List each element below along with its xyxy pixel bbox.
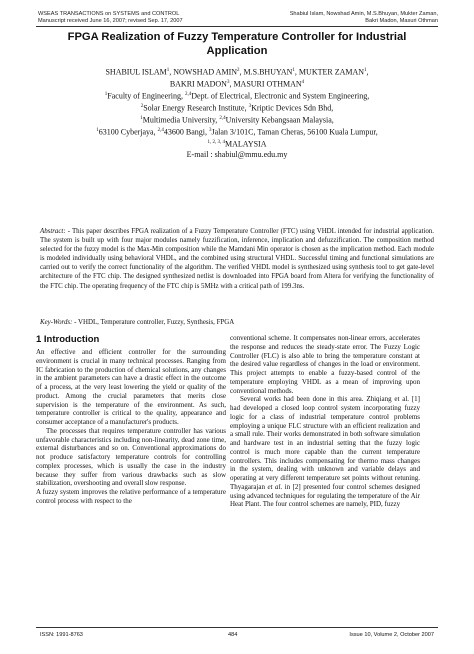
header-authors-line1: Shabiul Islam, Nowshad Amin, M.S.Bhuyan, Mukter Zaman, — [289, 11, 438, 17]
author-block — [36, 66, 438, 161]
footer-issn: ISSN: 1991-8763 — [40, 632, 83, 638]
affiliation-line-1: $^1$Faculty of Engineering, $^{2,4}$Dept. of Electrical, Electronic and System Engineering, — [104, 91, 370, 101]
running-header-right — [290, 11, 438, 25]
abstract — [40, 227, 434, 291]
footer-rule — [36, 627, 438, 628]
body-paragraph: The processes that requires temperature controller has various unfavorable characteristics including non-linearity, dead zone time, external disturbances and so on. Conventional approximations do not produce satisfactory temperature controls for controlling complex processes, which is usually the case in the industry because they suffer from various drawbacks such as slow stabilization, overshooting and overall slow response. — [36, 426, 226, 488]
author-line-2: BAKRI MADON$^3$, MASURI OTHMAN$^4$ — [169, 79, 305, 89]
author-name: SHABIUL ISLAM — [105, 67, 167, 77]
author-name: M.S.BHUYAN — [243, 67, 293, 77]
address-line: $^1$63100 Cyberjaya, $^{2,4}$43600 Bangi, $^3$Jalan 3/101C, Taman Cheras, 56100 Kuala Lumpur, — [96, 127, 378, 137]
footer-page-number: 484 — [228, 632, 238, 638]
author-name: BAKRI MADON — [169, 79, 227, 89]
body-paragraph: A fuzzy system improves the relative performance of a temperature control process with respect to the — [36, 488, 226, 505]
body-paragraph: Several works had been done in this area. Zhiqiang et al. [1] had developed a closed loop control system incorporating fuzzy logic for a class of industrial temperature control problems employing a unique FLC structure with an efficient realization and a small rule. Their works demonstrated in both software simulation and hardware test in an industrial setting that the fuzzy logic control is much more capable than the current temperature controllers. This includes compensating for thermo mass changes in the system, dealing with unknown and variable delays and operating at very different temperature set points without retuning. Thyagarajan et al. in [2] presented four control schemes designed using advanced techniques for regulating the temperature of the Air Heat Plant. The four control schemes are namely, PID, fuzzy — [230, 395, 421, 509]
abstract-text: This paper describes FPGA realization of a Fuzzy Temperature Controller (FTC) using VHDL intended for industrial application. The system is built up with four major modules namely fuzzification, inference, implication and defuzzification. The composition method selected for the fuzzy model is the Max-Min composition while the Mamdani Min operator is chosen as the implication method. Each module is modeled individually using behavioral VHDL, and the combined using structural VHDL. Successful timing and functional simulations are carried out to verify the correct functionality of the algorithm. The verified VHDL model is synthesized using synthesis tool to get gate-level architecture of the FTC chip. The designed synthesized netlist is downloaded into FPGA board from Altera for verifying the functionality of the FTC chip. The operating frequency of the FTC chip is 5MHz with a critical path of 199.3ns. — [40, 228, 434, 290]
body-paragraph: conventional scheme. It compensates non-linear errors, accelerates the response and reduces the steady-state error. The Fuzzy Logic Controller (FLC) is also able to bring the temperature constant at the desired value regardless of changes in the load or environment. This project attempts to enable a fuzzy-based control of the temperature employing VHDL as a mean of improving upon conventional methods. — [230, 334, 420, 395]
keywords — [40, 318, 434, 327]
section-heading: 1 Introduction — [36, 334, 100, 345]
footer-issue: Issue 10, Volume 2, October 2007 — [349, 632, 434, 638]
header-authors-line2: Bakri Madon, Masuri Othman — [365, 18, 438, 24]
abstract-label: Abstract: - — [40, 228, 70, 235]
body-column-left — [36, 334, 226, 506]
country-line: $^{1, 2, 3, 4}$MALAYSIA — [207, 140, 267, 150]
paper-title: FPGA Realization of Fuzzy Temperature Controller for Industrial Application — [67, 31, 407, 57]
header-rule — [36, 26, 438, 27]
author-name: NOWSHAD AMIN — [173, 67, 238, 77]
affiliation-line-3: $^1$Multimedia University, $^{2,4}$University Kebangsaan Malaysia, — [140, 115, 334, 125]
email-line: E-mail : shabiul@mmu.edu.my — [186, 150, 288, 160]
author-line-1: SHABIUL ISLAM$^1$, NOWSHAD AMIN$^2$, M.S.BHUYAN$^1$, MUKTER ZAMAN$^1$, — [105, 67, 369, 77]
body-paragraph: An effective and efficient controller for the surrounding environment is crucial in many technical processes. Ranging from IC fabrication to the production of chemical solutions, any changes in the ambient parameters can have a drastic effect in the outcome of a process, at the very least lowering the yield or quality of the product. Among the crucial parameters that merits close supervision is the temperature of the environment. As such, temperature controller is critical to the quality, appearance and consumer acceptance of a manufacturer's products. — [36, 348, 226, 426]
body-column-right — [230, 334, 420, 509]
keywords-label: Key-Words: - — [40, 319, 77, 326]
keywords-text: VHDL, Temperature controller, Fuzzy, Synthesis, FPGA — [78, 319, 235, 326]
affiliation-line-2: $^2$Solar Energy Research Institute, $^3$Kriptic Devices Sdn Bhd, — [140, 103, 334, 113]
journal-name: WSEAS TRANSACTIONS on SYSTEMS and CONTROL — [38, 11, 180, 17]
author-name: MUKTER ZAMAN — [298, 67, 365, 77]
running-header-left — [38, 11, 183, 25]
manuscript-dates: Manuscript received June 16, 2007; revised Sep. 17, 2007 — [38, 18, 183, 24]
author-name: MASURI OTHMAN — [233, 79, 302, 89]
